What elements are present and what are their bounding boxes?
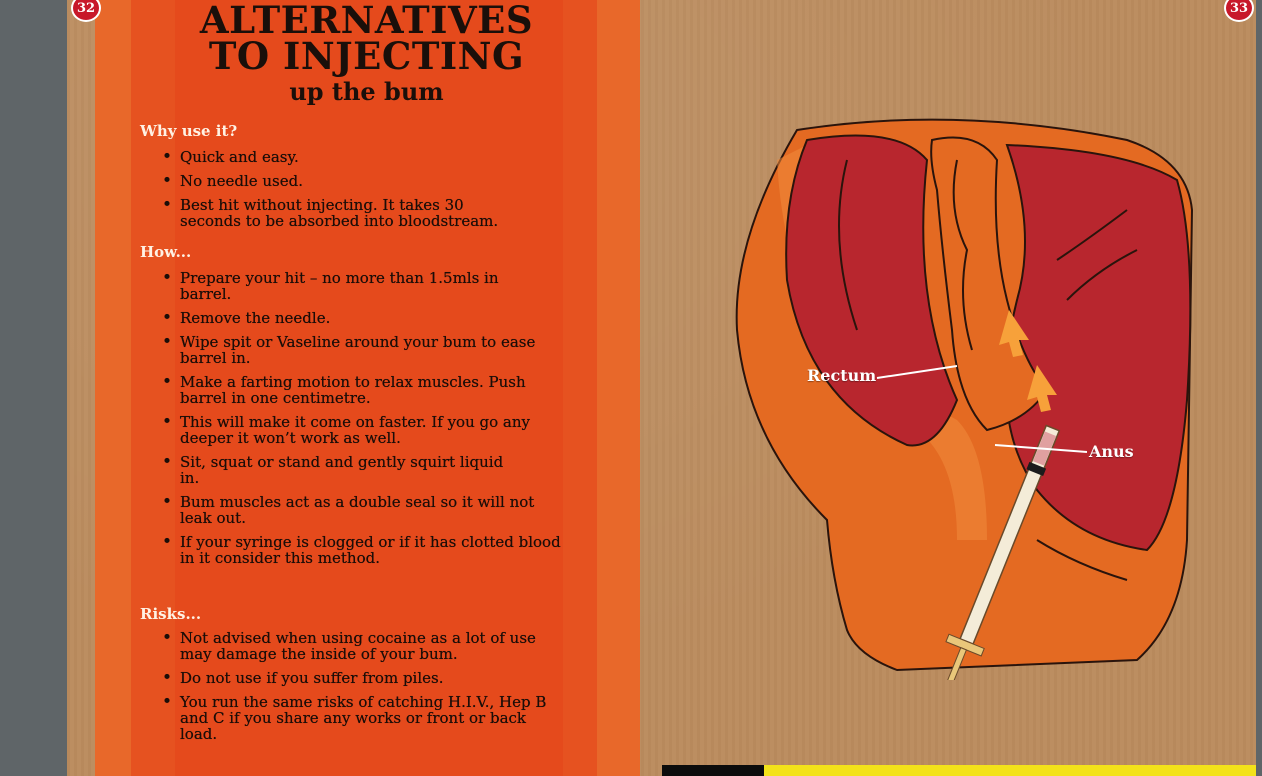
title-line-1: ALTERNATIVES: [199, 0, 534, 42]
bottom-strip-yellow: [764, 765, 1256, 776]
page-subtitle: up the bum: [289, 77, 444, 106]
list-item: • Sit, squat or stand and gently squirt liquid in.: [162, 454, 510, 486]
left-page: [67, 0, 640, 776]
page-number-left: 32: [71, 0, 101, 22]
viewer-left-gutter: [0, 0, 67, 776]
list-item: • Not advised when using cocaine as a lot of use may damage the inside of your bum.: [162, 630, 560, 662]
risks-list: [162, 630, 562, 750]
list-item: • If your syringe is clogged or if it has clotted blood in it consider this method.: [162, 534, 570, 566]
bottom-strip-black: [662, 765, 764, 776]
list-item: • Wipe spit or Vaseline around your bum to ease barrel in.: [162, 334, 550, 366]
list-item: • Remove the needle.: [162, 310, 562, 326]
why-list: [162, 149, 562, 237]
page-title: [139, 0, 594, 78]
how-heading: How...: [140, 243, 192, 261]
list-item: • You run the same risks of catching H.I.V., Hep B and C if you share any works or front or back load.: [162, 694, 560, 742]
why-heading: Why use it?: [140, 122, 238, 140]
how-list: [162, 270, 562, 574]
list-item: • Make a farting motion to relax muscles. Push barrel in one centimetre.: [162, 374, 540, 406]
anatomy-illustration: [657, 100, 1217, 680]
list-item: • Best hit without injecting. It takes 30 seconds to be absorbed into bloodstream.: [162, 197, 510, 229]
rectum-label: Rectum: [807, 366, 877, 385]
list-item: • This will make it come on faster. If you go any deeper it won’t work as well.: [162, 414, 560, 446]
list-item: • Bum muscles act as a double seal so it will not leak out.: [162, 494, 560, 526]
booklet-spread: [67, 0, 1256, 776]
title-line-2: TO INJECTING: [208, 34, 525, 78]
anus-label: Anus: [1089, 442, 1134, 461]
risks-heading: Risks...: [140, 605, 202, 623]
page-number-right: 33: [1224, 0, 1254, 22]
list-item: • Prepare your hit – no more than 1.5mls in barrel.: [162, 270, 520, 302]
list-item: • No needle used.: [162, 173, 562, 189]
viewer-right-gutter: [1256, 0, 1262, 776]
list-item: • Quick and easy.: [162, 149, 562, 165]
list-item: • Do not use if you suffer from piles.: [162, 670, 562, 686]
